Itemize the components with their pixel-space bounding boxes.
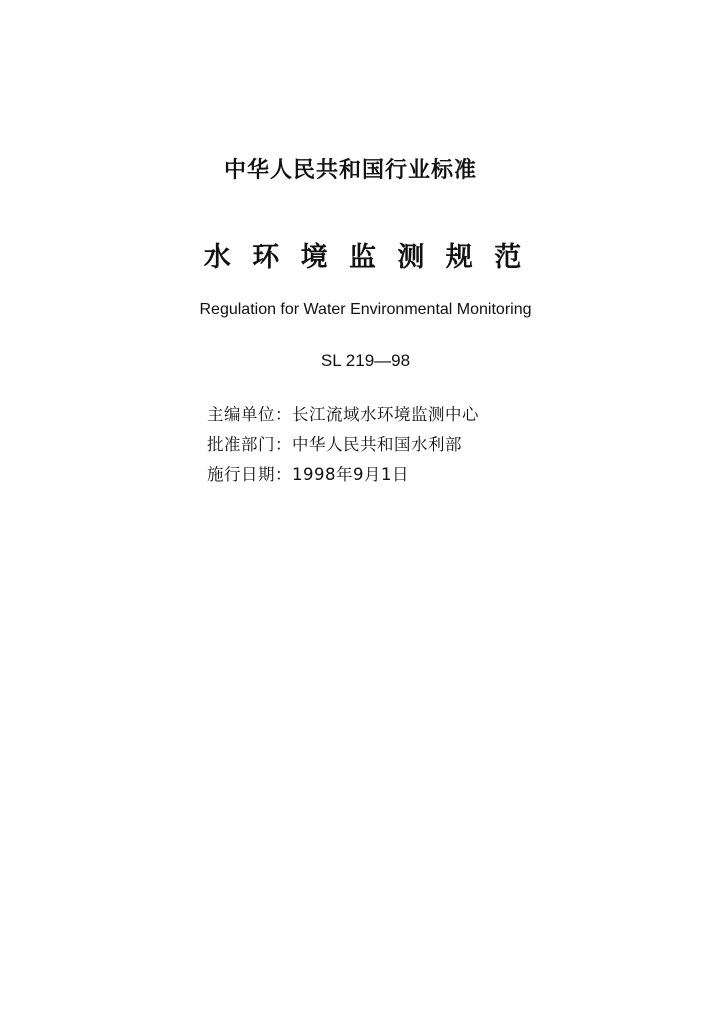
issuer-heading: 中华人民共和国行业标准: [223, 158, 477, 183]
approver-value: 中华人民共和国水利部: [292, 435, 462, 454]
publication-details: [207, 400, 479, 490]
effective-date-label: 施行日期：: [207, 465, 292, 484]
document-title-english: Regulation for Water Environmental Monitoring: [199, 301, 532, 318]
editor-value: 长江流域水环境监测中心: [292, 405, 479, 424]
editor-row: [207, 400, 479, 430]
editor-label: 主编单位：: [207, 405, 292, 424]
document-title-chinese: 水 环 境 监 测 规 范: [203, 242, 528, 273]
approver-row: [207, 430, 479, 460]
effective-date-row: [207, 460, 479, 490]
standard-code: SL 219—98: [320, 351, 411, 370]
approver-label: 批准部门：: [207, 435, 292, 454]
effective-date-value: 1998年9月1日: [292, 465, 409, 484]
